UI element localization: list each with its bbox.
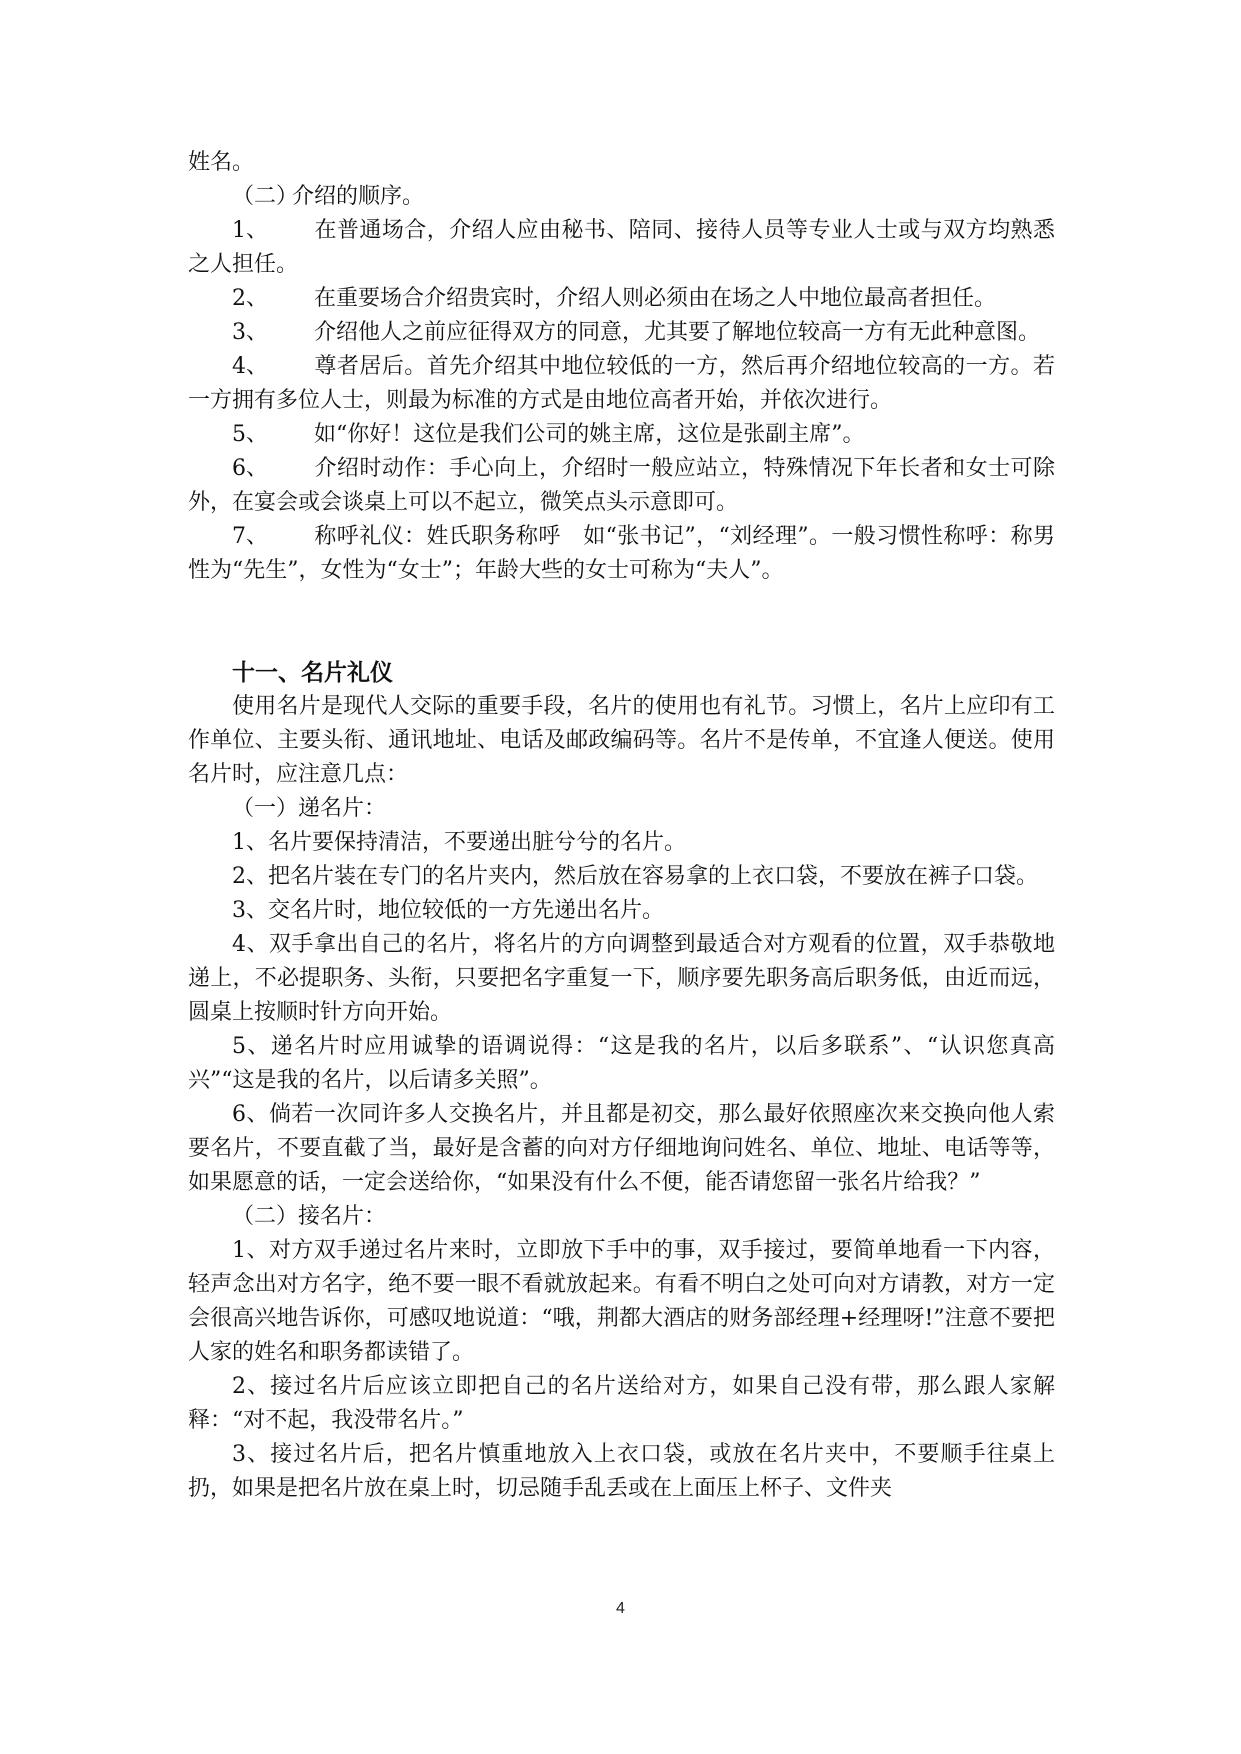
list-item-text: 如“你好！这位是我们公司的姚主席，这位是张副主席”。 [314, 422, 865, 447]
give-card-list [188, 826, 1055, 1200]
section-intro: 使用名片是现代人交际的重要手段，名片的使用也有礼节。习惯上，名片上应印有工作单位、主要头衔、通讯地址、电话及邮政编码等。名片不是传单，不宜逢人便送。使用名片时，应注意几点： [188, 694, 1055, 787]
list-item-number: 5、 [232, 422, 268, 447]
subsection-receive-card-title: （二）接名片： [232, 1204, 387, 1229]
subsection-give-card-title: （一）递名片： [232, 796, 387, 821]
list-item-text: 介绍时动作：手心向上，介绍时一般应站立，特殊情况下年长者和女士可除外，在宴会或会谈桌上可以不起立，微笑点头示意即可。 [188, 456, 1055, 515]
document-body [188, 146, 1055, 1506]
subsection-2-title [188, 180, 1055, 214]
list-item: 2、接过名片后应该立即把自己的名片送给对方，如果自己没有带，那么跟人家解释：“对不起，我没带名片。” [188, 1374, 1055, 1433]
page-number: 4 [616, 1600, 625, 1617]
list-item-text: 称呼礼仪：姓氏职务称呼 如“张书记”，“刘经理”。一般习惯性称呼：称男性为“先生”，女性为“女士”；年龄大些的女士可称为“夫人”。 [188, 524, 1055, 583]
list-item-text: 在普通场合，介绍人应由秘书、陪同、接待人员等专业人士或与双方均熟悉之人担任。 [188, 218, 1055, 277]
list-item-text: 在重要场合介绍贵宾时，介绍人则必须由在场之人中地位最高者担任。 [314, 286, 997, 311]
list-item-number: 2、 [232, 286, 268, 311]
list-item [188, 350, 1055, 418]
list-item: 6、倘若一次同许多人交换名片，并且都是初交，那么最好依照座次来交换向他人索要名片，不要直截了当，最好是含蓄的向对方仔细地询问姓名、单位、地址、电话等等，如果愿意的话，一定会送给你，“如果没有什么不便，能否请您留一张名片给我？” [188, 1102, 1055, 1195]
list-item-number: 6、 [232, 456, 268, 481]
subsection-label: （二） [232, 184, 299, 209]
section-gap [188, 588, 1055, 656]
list-item [188, 282, 1055, 316]
list-item [188, 520, 1055, 588]
introduction-order-list [188, 214, 1055, 588]
subsection-title-text: 介绍的顺序。 [292, 184, 425, 209]
list-item [188, 214, 1055, 282]
list-item: 2、把名片装在专门的名片夹内，然后放在容易拿的上衣口袋，不要放在裤子口袋。 [232, 864, 1038, 889]
section-heading: 十一、名片礼仪 [232, 660, 393, 686]
list-item: 1、对方双手递过名片来时，立即放下手中的事，双手接过，要简单地看一下内容，轻声念出对方名字，绝不要一眼不看就放起来。有看不明白之处可向对方请教，对方一定会很高兴地告诉你，可感叹地说道：“哦，荆都大酒店的财务部经理+经理呀!”注意不要把人家的姓名和职务都读错了。 [188, 1238, 1055, 1365]
list-item-number: 4、 [232, 354, 268, 379]
list-item [188, 452, 1055, 520]
list-item-number: 7、 [232, 524, 268, 549]
list-item: 3、接过名片后，把名片慎重地放入上衣口袋，或放在名片夹中，不要顺手往桌上扔，如果是把名片放在桌上时，切忌随手乱丢或在上面压上杯子、文件夹 [188, 1442, 1055, 1501]
list-item [188, 418, 1055, 452]
list-item-text: 介绍他人之前应征得双方的同意，尤其要了解地位较高一方有无此种意图。 [314, 320, 1041, 345]
list-item: 5、递名片时应用诚挚的语调说得：“这是我的名片，以后多联系”、“认识您真高兴”“这是我的名片，以后请多关照”。 [188, 1034, 1055, 1093]
list-item-number: 3、 [232, 320, 268, 345]
list-item-number: 1、 [232, 218, 268, 243]
list-item: 4、双手拿出自己的名片，将名片的方向调整到最适合对方观看的位置，双手恭敬地递上，不必提职务、头衔，只要把名字重复一下，顺序要先职务高后职务低，由近而远，圆桌上按顺时针方向开始。 [188, 932, 1055, 1025]
paragraph-continuation: 姓名。 [188, 150, 255, 175]
list-item-text: 尊者居后。首先介绍其中地位较低的一方，然后再介绍地位较高的一方。若一方拥有多位人士，则最为标准的方式是由地位高者开始，并依次进行。 [188, 354, 1055, 413]
list-item: 3、交名片时，地位较低的一方先递出名片。 [232, 898, 664, 923]
list-item [188, 316, 1055, 350]
receive-card-list [188, 1234, 1055, 1506]
list-item: 1、名片要保持清洁，不要递出脏兮兮的名片。 [232, 830, 686, 855]
